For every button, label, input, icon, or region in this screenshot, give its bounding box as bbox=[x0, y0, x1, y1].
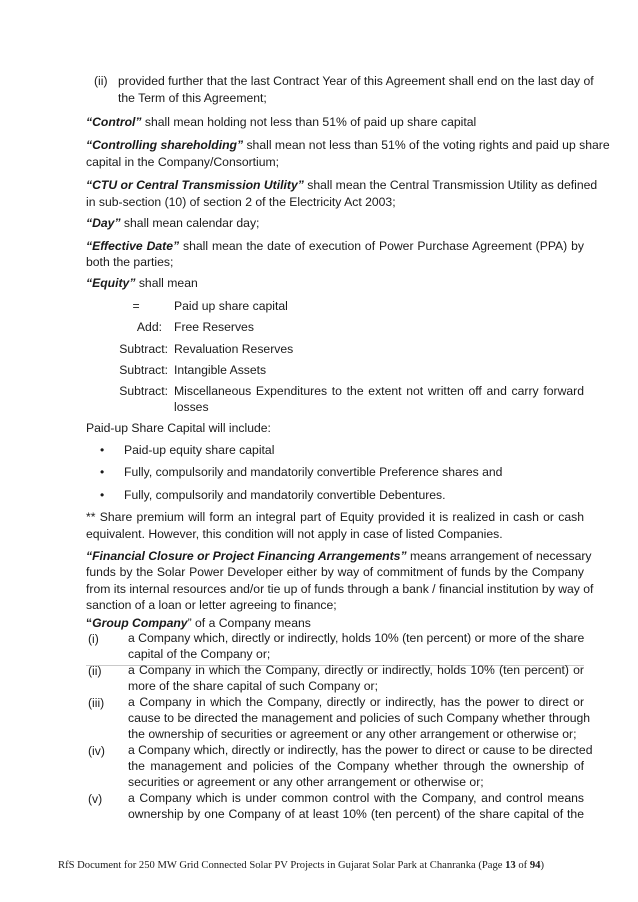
equity-item: Miscellaneous Expenditures to the extent not written off and carry forward bbox=[174, 384, 584, 398]
equity-item: Free Reserves bbox=[174, 320, 254, 334]
clause-number: (ii) bbox=[94, 74, 108, 88]
item-number: (i) bbox=[88, 632, 99, 646]
item-text-line: the ownership of securities or agreement or any other arrangement or otherwise or; bbox=[128, 727, 577, 741]
term-day: “Day” bbox=[86, 216, 121, 230]
item-text-line: a Company in which the Company, directly or indirectly, has the power to direct or bbox=[128, 695, 584, 709]
term-ctu: “CTU or Central Transmission Utility” bbox=[86, 178, 304, 192]
clause-text-line: the Term of this Agreement; bbox=[118, 91, 267, 105]
definition-text: shall mean the Central Transmission Utility as defined bbox=[303, 178, 598, 192]
equity-item: Revaluation Reserves bbox=[174, 342, 294, 356]
list-item: Fully, compulsorily and mandatorily convertible Debentures. bbox=[124, 488, 446, 502]
list-item: Paid-up equity share capital bbox=[124, 443, 275, 457]
item-text-line: a Company which, directly or indirectly, has the power to direct or cause to be directed bbox=[128, 743, 593, 757]
item-number: (iv) bbox=[88, 744, 105, 758]
equity-operator: Add: bbox=[136, 320, 162, 334]
definition-text: shall mean the date of execution of Power Purchase Agreement (PPA) by bbox=[179, 239, 585, 253]
term-group-company: Group Company bbox=[92, 616, 188, 630]
term-controlling-shareholding: “Controlling shareholding” bbox=[86, 138, 244, 152]
definition-ctu bbox=[86, 176, 598, 194]
item-text-line: a Company in which the Company, directly or indirectly, holds 10% (ten percent) or bbox=[128, 663, 584, 677]
item-text-line: securities or agreement or any other arrangement or otherwise or; bbox=[128, 775, 484, 789]
bullet-icon: • bbox=[100, 488, 105, 502]
item-text-line: capital of the Company or; bbox=[128, 647, 271, 661]
item-text-line: a Company which is under common control with the Company, and control means bbox=[128, 791, 584, 805]
item-text-line: cause to be directed the management and policies of such Company whether through bbox=[128, 711, 591, 725]
definition-day bbox=[86, 214, 584, 232]
definition-text-line: from its internal resources and/or tie up of funds through a bank / financial institution by way of bbox=[86, 582, 594, 596]
item-text-line: more of the share capital of such Company or; bbox=[128, 679, 378, 693]
list-item: Fully, compulsorily and mandatorily convertible Preference shares and bbox=[124, 465, 503, 479]
clause-text-line: provided further that the last Contract Year of this Agreement shall end on the last day of bbox=[118, 74, 594, 88]
definition-text-line: in sub-section (10) of section 2 of the Electricity Act 2003; bbox=[86, 195, 396, 209]
item-number: (iii) bbox=[88, 696, 105, 710]
equity-item: Intangible Assets bbox=[174, 363, 267, 377]
premium-note-line: ** Share premium will form an integral part of Equity provided it is realized in cash or cash bbox=[86, 510, 584, 524]
equity-operator: Subtract: bbox=[119, 342, 168, 356]
definition-text-line: funds by the Solar Power Developer either by way of commitment of funds by the Company bbox=[86, 565, 584, 579]
equity-operator: Subtract: bbox=[119, 384, 168, 398]
page-footer: RfS Document for 250 MW Grid Connected Solar PV Projects in Gujarat Solar Park at Chanranka (Page 13 of 94) bbox=[58, 860, 544, 871]
definition-text: ” of a Company means bbox=[187, 616, 311, 630]
item-text-line: the management and policies of the Company whether through the ownership of bbox=[128, 759, 584, 773]
item-text-line: ownership by one Company of at least 10% (ten percent) of the share capital of the bbox=[128, 807, 584, 821]
page-total: 94 bbox=[529, 860, 541, 871]
equity-item: losses bbox=[174, 400, 209, 414]
definition-text: shall mean bbox=[135, 276, 198, 290]
definition-text-line: capital in the Company/Consortium; bbox=[86, 155, 280, 169]
definition-group-company: “Group Company” of a Company means bbox=[86, 616, 311, 630]
definition-text: shall mean calendar day; bbox=[120, 216, 260, 230]
premium-note-line: equivalent. However, this condition will not apply in case of listed Companies. bbox=[86, 527, 503, 541]
equity-item: Paid up share capital bbox=[174, 299, 288, 313]
bullet-icon: • bbox=[100, 465, 105, 479]
paidup-intro: Paid-up Share Capital will include: bbox=[86, 421, 271, 435]
definition-text: shall mean not less than 51% of the voting rights and paid up share bbox=[243, 138, 610, 152]
term-financial-closure: “Financial Closure or Project Financing Arrangements” bbox=[86, 549, 407, 563]
definition-text-line: both the parties; bbox=[86, 255, 174, 269]
bullet-icon: • bbox=[100, 443, 105, 457]
definition-text: means arrangement of necessary bbox=[406, 549, 592, 563]
page-number: 13 bbox=[505, 860, 516, 871]
equity-operator: Subtract: bbox=[119, 363, 168, 377]
item-number: (ii) bbox=[88, 664, 102, 678]
term-control: “Control” bbox=[86, 115, 142, 129]
term-effective-date: “Effective Date” bbox=[86, 239, 180, 253]
item-text-line: a Company which, directly or indirectly, holds 10% (ten percent) or more of the share bbox=[128, 631, 585, 645]
definition-text: shall mean holding not less than 51% of paid up share capital bbox=[141, 115, 477, 129]
definition-equity bbox=[86, 274, 584, 292]
definition-controlling-shareholding bbox=[86, 136, 610, 154]
definition-text-line: sanction of a loan or letter agreeing to finance; bbox=[86, 598, 337, 612]
item-number: (v) bbox=[88, 792, 103, 806]
definition-control bbox=[86, 113, 584, 131]
term-equity: “Equity” bbox=[86, 276, 136, 290]
equity-operator: = bbox=[132, 299, 140, 313]
